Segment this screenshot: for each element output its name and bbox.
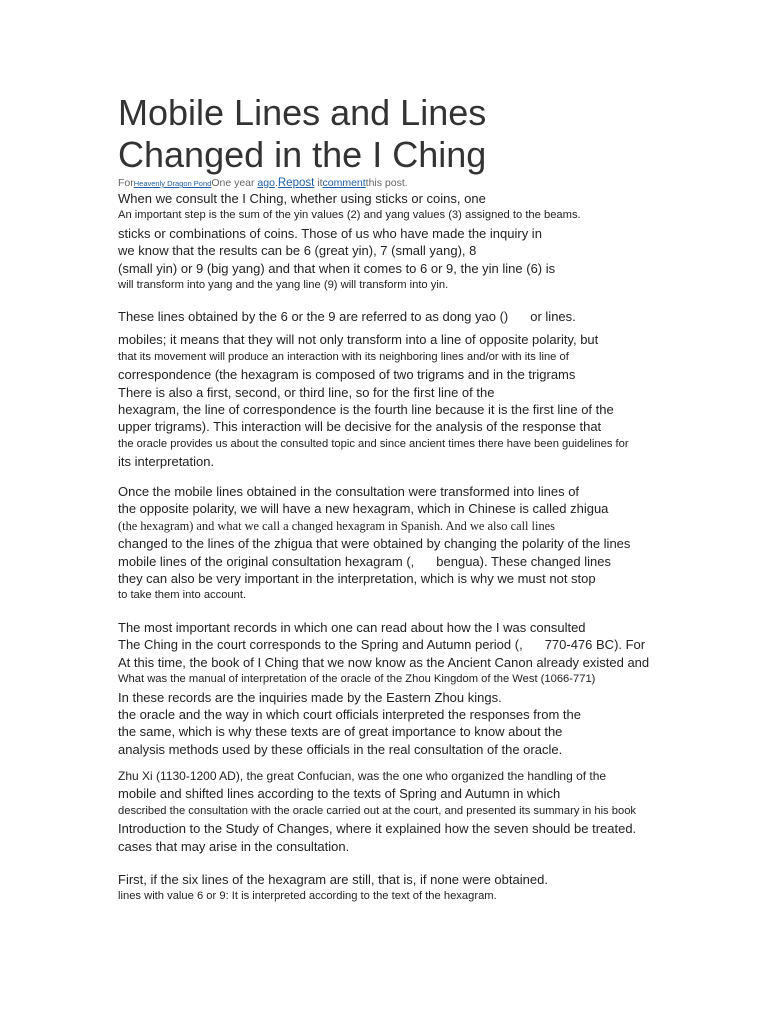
text-line: First, if the six lines of the hexagram are still, that is, if none were obtained. (118, 872, 548, 887)
text-segment: The Ching in the court corresponds to the Spring and Autumn period (, (118, 637, 523, 653)
text-line: (small yin) or 9 (big yang) and that when it comes to 6 or 9, the yin line (6) is (118, 260, 556, 276)
text-line: cases that may arise in the consultation. (118, 838, 350, 854)
text-line: At this time, the book of I Ching that we now know as the Ancient Canon already existed and (118, 654, 650, 670)
meta-age: One year (211, 177, 258, 189)
title-line-1: Mobile Lines and Lines (118, 92, 487, 133)
post-meta (118, 177, 408, 189)
text-line: they can also be very important in the interpretation, which is why we must not stop (118, 570, 596, 586)
text-line: described the consultation with the oracle carried out at the court, and presented its summary in his book (118, 804, 637, 817)
text-line: to take them into account. (118, 589, 247, 602)
paragraph-5 (118, 768, 678, 855)
text-line: its interpretation. (118, 454, 215, 470)
text-line: analysis methods used by these officials in the real consultation of the oracle. (118, 741, 563, 757)
text-line: When we consult the I Ching, whether using sticks or coins, one (118, 191, 486, 206)
text-line: the same, which is why these texts are of great importance to know about the (118, 724, 563, 740)
paragraph-4 (118, 619, 678, 758)
text-line: Once the mobile lines obtained in the consultation were transformed into lines of (118, 484, 580, 499)
text-segment: 770-476 BC). For (544, 637, 646, 653)
meta-prefix: For (118, 177, 134, 189)
text-line: sticks or combinations of coins. Those of us who have made the inquiry in (118, 225, 542, 241)
text-line: upper trigrams). This interaction will be decisive for the analysis of the response that (118, 419, 602, 435)
text-line: the opposite polarity, we will have a new hexagram, which in Chinese is called zhigua (118, 501, 609, 517)
text-line: Zhu Xi (1130-1200 AD), the great Confucian, was the one who organized the handling of the (118, 769, 607, 783)
text-line: mobile and shifted lines according to the texts of Spring and Autumn in which (118, 786, 561, 802)
text-line: The most important records in which one can read about how the I was consulted (118, 620, 586, 635)
text-line: will transform into yang and the yang line (9) will transform into yin. (118, 278, 449, 291)
text-line: changed to the lines of the zhigua that were obtained by changing the polarity of the lines (118, 536, 631, 552)
age-link[interactable]: ago (257, 177, 275, 189)
text-line: correspondence (the hexagram is composed of two trigrams and in the trigrams (118, 367, 576, 383)
text-line: the oracle and the way in which court officials interpreted the responses from the (118, 706, 581, 722)
text-line: (the hexagram) and what we call a changed hexagram in Spanish. And we also call lines (118, 518, 555, 533)
paragraph-3 (118, 483, 678, 605)
text-line (118, 553, 678, 570)
text-line: Introduction to the Study of Changes, where it explained how the seven should be treated. (118, 821, 637, 837)
text-line: What was the manual of interpretation of the oracle of the Zhou Kingdom of the West (1066-771) (118, 673, 596, 686)
text-line: In these records are the inquiries made by the Eastern Zhou kings. (118, 689, 502, 705)
text-segment: bengua). These changed lines (436, 553, 611, 569)
meta-it: it (314, 177, 323, 189)
author-link[interactable]: Heavenly Dragon Pond (133, 179, 212, 188)
title-line-2: Changed in the I Ching (118, 134, 487, 175)
text-line (118, 308, 678, 325)
text-line: There is also a first, second, or third line, so for the first line of the (118, 384, 495, 400)
repost-link[interactable]: Repost (277, 177, 315, 189)
text-line: mobiles; it means that they will not only transform into a line of opposite polarity, but (118, 332, 599, 348)
text-line: we know that the results can be 6 (great yin), 7 (small yang), 8 (118, 243, 477, 259)
meta-suffix: this post. (365, 177, 408, 189)
text-segment: or lines. (530, 309, 576, 324)
text-line: lines with value 6 or 9: It is interpreted according to the text of the hexagram. (118, 890, 497, 903)
page-title (118, 92, 638, 176)
text-segment: These lines obtained by the 6 or the 9 are referred to as dong yao () (118, 309, 509, 324)
text-segment: mobile lines of the original consultation hexagram (, (118, 553, 415, 569)
text-line: An important step is the sum of the yin values (2) and yang values (3) assigned to the beams. (118, 209, 581, 222)
text-line (118, 636, 678, 653)
text-line: the oracle provides us about the consulted topic and since ancient times there have been guidelines for (118, 437, 629, 450)
text-line: that its movement will produce an interaction with its neighboring lines and/or with its line of (118, 350, 569, 363)
meta-dot: . (274, 177, 278, 189)
comment-link[interactable]: comment (322, 177, 366, 189)
paragraph-6 (118, 871, 678, 906)
text-line: hexagram, the line of correspondence is the fourth line because it is the first line of the (118, 401, 614, 417)
paragraph-2 (118, 308, 678, 471)
paragraph-1 (118, 190, 678, 294)
